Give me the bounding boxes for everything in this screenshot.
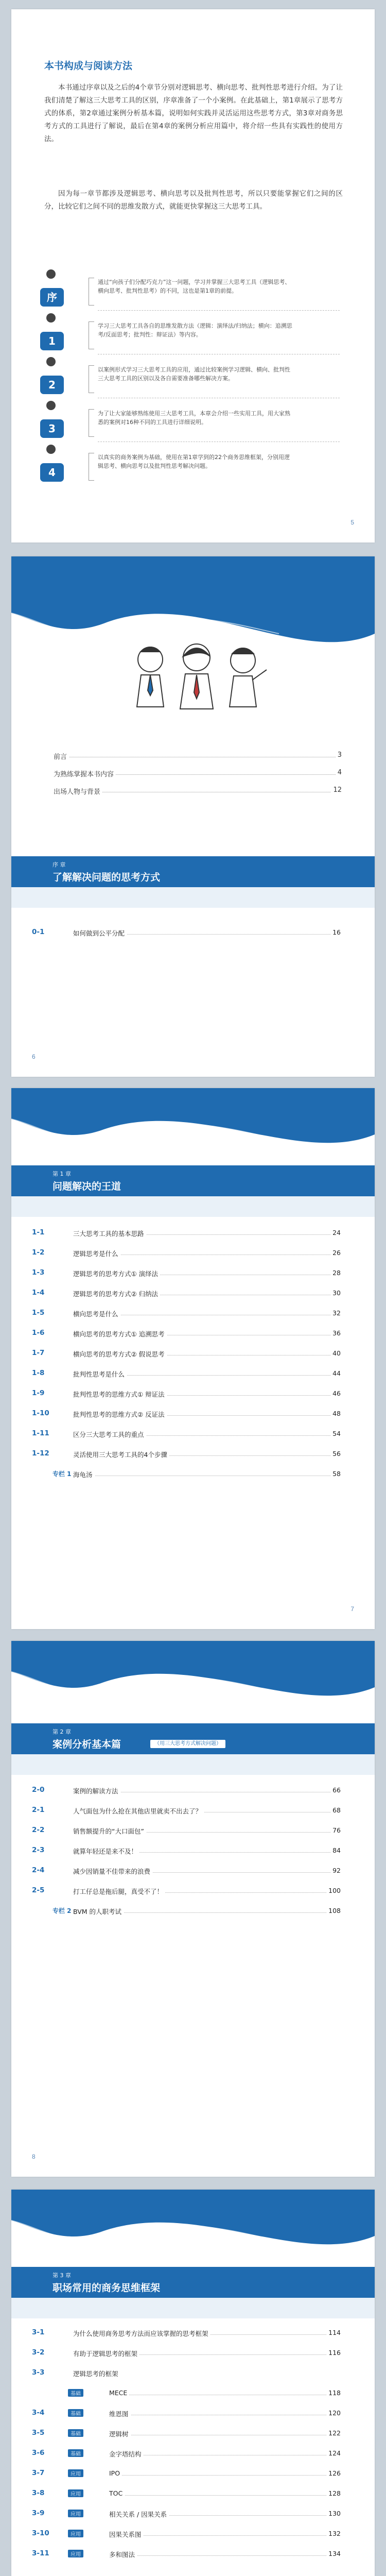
leader-dots	[114, 2535, 341, 2536]
section-title: 横向思考的思考方式② 假说思考	[73, 1349, 167, 1359]
toc-row[interactable]	[32, 1249, 341, 1259]
step-chapter-4	[31, 450, 340, 486]
toc-entry-title: 前言	[54, 751, 69, 761]
section-title: 案例的解读方法	[73, 1786, 120, 1795]
section-number: 1-11	[32, 1429, 49, 1437]
toc-row[interactable]	[32, 2369, 341, 2379]
level-tag: 应用	[68, 2530, 83, 2537]
toc-row[interactable]	[32, 1806, 341, 1817]
section-number: 1-8	[32, 1369, 45, 1377]
section-title: 逻辑思考是什么	[73, 1249, 120, 1258]
section-title: 批判性思考的思维方式① 辩证法	[73, 1389, 167, 1399]
section-number: 3-7	[32, 2469, 45, 2477]
page-number: 5	[350, 519, 354, 526]
section-page: 84	[330, 1846, 341, 1854]
section-title: 金字塔结构	[109, 2449, 144, 2459]
section-page: 56	[330, 1450, 341, 1458]
section-page: 36	[330, 1329, 341, 1337]
section-title: 批判性思考是什么	[73, 1369, 127, 1379]
section-number: 1-4	[32, 1289, 45, 1297]
intro-paragraph-2: 因为每一章节都涉及逻辑思考、横向思考以及批判性思考，所以只要能掌握它们之间的区分，比较它们之间不同的思维发散方式，就能更快掌握这三大思考工具。	[44, 190, 343, 211]
chapter-kicker: 第 1 章	[52, 1171, 71, 1177]
characters-illustration	[119, 639, 274, 714]
section-page: 126	[326, 2469, 341, 2477]
step-text: 通过“向孩子们分配巧克力”这一问题，学习并掌握三大思考工具（逻辑思考、横向思考、批判性思考）的不同，这也是第1章的前提。	[98, 279, 291, 294]
section-number: 2-3	[32, 1846, 45, 1854]
step-badge: 序	[40, 288, 64, 307]
section-page: 130	[326, 2510, 341, 2517]
section-number: 1-5	[32, 1309, 45, 1317]
section-title: 减少因销量不佳带来的浪费	[73, 1867, 152, 1876]
step-chapter-3	[31, 406, 340, 442]
toc-row[interactable]	[32, 2389, 341, 2399]
chapter-banner	[11, 1723, 375, 1754]
toc-row[interactable]	[32, 1349, 341, 1360]
toc-row[interactable]	[32, 1846, 341, 1857]
level-tag: 应用	[68, 2489, 83, 2497]
step-text: 以案例形式学习三大思考工具的应用，通过比较案例学习逻辑、横向、批判性三大思考工具的区别以及各自需要准备哪些解决方案。	[98, 366, 290, 382]
section-page: 28	[330, 1269, 341, 1277]
section-number: 2-1	[32, 1806, 45, 1814]
section-page: 114	[326, 2329, 341, 2336]
section-title: 相关关系 / 因果关系	[109, 2510, 169, 2519]
section-number: 1-9	[32, 1389, 45, 1397]
page-contents	[11, 556, 375, 1077]
section-page: 92	[330, 1867, 341, 1874]
section-number: 0-1	[32, 928, 45, 936]
section-title: IPO	[109, 2469, 122, 2477]
tag-wrap	[68, 2429, 85, 2437]
chapter-title: 案例分析基本篇	[52, 1739, 121, 1750]
section-page: 128	[326, 2489, 341, 2497]
section-title: 逻辑树	[109, 2429, 131, 2438]
chapter-kicker: 第 3 章	[52, 2272, 71, 2279]
step-badge: 4	[40, 463, 64, 482]
toc-row[interactable]	[32, 2469, 341, 2480]
toc-row[interactable]	[32, 1867, 341, 1877]
section-page: 16	[330, 928, 341, 936]
bracket-decoration	[89, 453, 94, 481]
section-title: 人气面包为什么抢在其他店里就卖不出去了？	[73, 1806, 204, 1816]
toc-row[interactable]	[32, 1389, 341, 1400]
section-number: 2-4	[32, 1866, 45, 1874]
toc-entry-preface[interactable]	[54, 751, 342, 761]
section-page: 108	[326, 1907, 341, 1914]
section-number: 3-3	[32, 2368, 45, 2377]
toc-entry-page: 4	[336, 769, 342, 776]
contents-subheading: contents	[28, 651, 80, 659]
section-title: 多和图法	[109, 2550, 137, 2559]
leader-dots	[114, 2495, 341, 2496]
column-number: 专栏 2	[52, 1907, 72, 1914]
section-number: 1-3	[32, 1268, 45, 1277]
toc-entry-characters[interactable]	[54, 786, 342, 796]
section-number: 3-11	[32, 2549, 49, 2557]
tag-wrap	[68, 2449, 85, 2457]
step-chapter-2	[31, 362, 340, 398]
tag-wrap	[68, 2510, 85, 2517]
toc-row[interactable]	[32, 2550, 341, 2560]
contents-heading: 目 录	[28, 640, 65, 651]
section-number: 3-8	[32, 2489, 45, 2497]
toc-row[interactable]	[32, 2329, 341, 2339]
person-head-icon	[46, 269, 56, 279]
section-number: 3-6	[32, 2449, 45, 2457]
section-title: 横向思考的思考方式① 追溯思考	[73, 1329, 167, 1338]
section-number: 1-2	[32, 1248, 45, 1257]
level-tag: 基础	[68, 2409, 83, 2417]
toc-entry-title: 为熟练掌握本书内容	[54, 769, 116, 778]
chapter-hint: （用三大思考方式解决问题）	[150, 1740, 225, 1748]
section-page: 54	[330, 1430, 341, 1437]
level-tag: 基础	[68, 2389, 83, 2397]
section-title: 维恩图	[109, 2409, 131, 2418]
column-number: 专栏 1	[52, 1470, 72, 1478]
level-tag: 应用	[68, 2510, 83, 2517]
divider	[98, 310, 340, 311]
section-title: 打工仔总是拖后腿，真受不了！	[73, 1887, 165, 1896]
toc-row[interactable]	[32, 1229, 341, 1239]
chapter-kicker: 序 章	[52, 861, 66, 868]
person-head-icon	[46, 401, 56, 410]
section-page: 124	[326, 2449, 341, 2457]
toc-entry-page: 12	[331, 786, 342, 794]
person-head-icon	[46, 357, 56, 366]
toc-row[interactable]	[32, 1430, 341, 1440]
step-text: 为了让大家能够熟练使用三大思考工具，本章会介绍一些实用工具，用大家熟悉的案例对16种不同的工具进行详细说明。	[98, 410, 290, 426]
toc-row[interactable]	[32, 928, 341, 939]
section-page: 118	[326, 2389, 341, 2397]
section-number: 1-10	[32, 1409, 49, 1417]
wave-decoration	[11, 1641, 375, 1723]
section-title: 海龟汤	[73, 1470, 95, 1479]
section-number: 3-5	[32, 2429, 45, 2437]
section-title: 逻辑思考的思考方式① 演绎法	[73, 1269, 160, 1278]
section-page: 26	[330, 1249, 341, 1257]
section-title: 灵活使用三大思考工具的4个步骤	[73, 1450, 169, 1459]
intro-paragraph-1: 本书通过序章以及之后的4个章节分别对逻辑思考、横向思考、批判性思考进行介绍。为了让我们清楚了解这三大思考工具的区别，序章准备了一个小案例。在此基础上，第1章展示了思考方式的体系，第2章通过案例分析基本篇，说明如何实践并灵活运用这些思考方式，第3章对商务思考方式的工具进行了解说，最后在第4章的案例分析应用篇中，将介绍一些具有实践性的使用方法。	[44, 83, 343, 143]
page-number: 8	[32, 2153, 36, 2160]
chapter-banner-shadow	[11, 1754, 375, 1775]
section-page: 24	[330, 1229, 341, 1236]
toc-row[interactable]	[32, 2349, 341, 2359]
toc-row-column[interactable]	[32, 1907, 341, 1917]
section-title: 就算年轻还是来不及！	[73, 1846, 139, 1856]
toc-row[interactable]	[32, 1289, 341, 1299]
page-number: 6	[32, 1053, 36, 1060]
page-chapter-1	[11, 1088, 375, 1629]
section-title: 本书构成与阅读方法	[44, 60, 133, 72]
toc-row[interactable]	[32, 1329, 341, 1340]
section-title: 横向思考是什么	[73, 1309, 120, 1318]
toc-row[interactable]	[32, 2429, 341, 2439]
toc-entry-page: 3	[336, 751, 342, 759]
section-page: 46	[330, 1389, 341, 1397]
toc-row[interactable]	[32, 1269, 341, 1279]
level-tag: 基础	[68, 2449, 83, 2457]
section-page: 48	[330, 1410, 341, 1417]
toc-row[interactable]	[32, 2530, 341, 2540]
page-chapter-3	[11, 2190, 375, 2576]
tag-wrap	[68, 2409, 85, 2417]
section-page: 68	[330, 1806, 341, 1814]
tag-wrap	[68, 2389, 90, 2397]
chapter-banner	[11, 1165, 375, 1196]
section-number: 3-9	[32, 2509, 45, 2517]
section-title: 因果关系图	[109, 2530, 144, 2539]
section-number: 2-5	[32, 1886, 45, 1894]
chapter-banner-prologue	[11, 856, 375, 887]
person-head-icon	[46, 445, 56, 454]
section-title: 销售额提升的“大口面包”	[73, 1826, 146, 1836]
section-page: 40	[330, 1349, 341, 1357]
section-page: 122	[326, 2429, 341, 2437]
section-number: 2-0	[32, 1786, 45, 1794]
section-page: 134	[326, 2550, 341, 2557]
section-number: 1-7	[32, 1349, 45, 1357]
bracket-decoration	[89, 321, 94, 349]
section-title: 区分三大思考工具的重点	[73, 1430, 146, 1439]
tag-wrap	[68, 2469, 85, 2477]
chapter-kicker: 第 2 章	[52, 1728, 71, 1735]
section-page: 32	[330, 1309, 341, 1317]
page-chapter-2	[11, 1641, 375, 2177]
step-text: 学习三大思考工具各自的思维发散方法（逻辑：演绎法/归纳法；横向：追溯思考/反面思考；批判性：辩证法）等内容。	[98, 323, 292, 338]
section-title: 批判性思考的思维方式② 反证法	[73, 1410, 167, 1419]
section-page: 44	[330, 1369, 341, 1377]
toc-row[interactable]	[32, 1410, 341, 1420]
toc-row[interactable]	[32, 2409, 341, 2419]
chapter-title: 了解解决问题的思考方式	[52, 872, 161, 883]
section-page: 116	[326, 2349, 341, 2357]
section-page: 100	[326, 1887, 341, 1894]
toc-row[interactable]	[32, 1786, 341, 1797]
section-page: 132	[326, 2530, 341, 2537]
section-page: 30	[330, 1289, 341, 1297]
step-chapter-1	[31, 318, 340, 354]
level-tag: 基础	[68, 2429, 83, 2437]
section-number: 1-12	[32, 1449, 49, 1458]
bracket-decoration	[89, 409, 94, 437]
section-number: 2-2	[32, 1826, 45, 1834]
section-title: MECE	[109, 2389, 129, 2397]
toc-row[interactable]	[32, 1450, 341, 1460]
section-title: TOC	[109, 2489, 125, 2497]
step-badge: 3	[40, 419, 64, 438]
toc-row[interactable]	[32, 2489, 341, 2500]
section-title: 如何做到公平分配	[73, 928, 127, 938]
chapter-banner-shadow	[11, 1196, 375, 1217]
bracket-decoration	[89, 278, 94, 306]
tag-wrap	[68, 2489, 85, 2497]
section-page: 120	[326, 2409, 341, 2417]
step-text: 以真实的商务案例为基础，使用在第1章学到的22个商务思维框架，分别用逻辑思考、横向思考以及批判性思考解决问题。	[98, 454, 290, 469]
chapter-banner	[11, 2267, 375, 2298]
chapter-title: 问题解决的王道	[52, 1181, 121, 1192]
wave-decoration	[11, 1088, 375, 1171]
section-title: 逻辑思考的思考方式② 归纳法	[73, 1289, 160, 1298]
toc-row[interactable]	[32, 2510, 341, 2520]
section-title: 逻辑思考的框架	[73, 2369, 120, 2378]
toc-row[interactable]	[32, 1369, 341, 1380]
toc-row[interactable]	[32, 1887, 341, 1897]
tag-wrap	[68, 2530, 85, 2537]
chapter-banner-shadow	[11, 887, 375, 908]
chapter-banner-shadow	[11, 2298, 375, 2318]
step-badge: 1	[40, 332, 64, 350]
toc-row[interactable]	[32, 1826, 341, 1837]
toc-row-column[interactable]	[32, 1470, 341, 1480]
section-title: 有助于逻辑思考的框架	[73, 2349, 139, 2358]
toc-row[interactable]	[32, 1309, 341, 1319]
section-number: 3-10	[32, 2529, 49, 2537]
level-tag: 应用	[68, 2469, 83, 2477]
section-page: 76	[330, 1826, 341, 1834]
toc-entry-howto[interactable]	[54, 769, 342, 779]
section-number: 3-4	[32, 2409, 45, 2417]
toc-row[interactable]	[32, 2449, 341, 2460]
leader-dots	[114, 2475, 341, 2476]
section-number: 3-1	[32, 2328, 45, 2336]
leader-dots	[114, 2555, 341, 2556]
tag-wrap	[68, 2550, 85, 2557]
section-title: 为什么使用商务思考方法而应该掌握的思考框架	[73, 2329, 210, 2338]
bracket-decoration	[89, 365, 94, 393]
section-title: 三大思考工具的基本思路	[73, 1229, 146, 1238]
section-page: 66	[330, 1786, 341, 1794]
page-intro	[11, 9, 375, 543]
step-badge: 2	[40, 376, 64, 394]
section-number: 1-6	[32, 1329, 45, 1337]
section-page: 58	[330, 1470, 341, 1478]
chapter-title: 职场常用的商务思维框架	[52, 2282, 161, 2294]
wave-decoration	[11, 2190, 375, 2272]
section-number: 3-2	[32, 2348, 45, 2357]
section-title: BVM 的人职考试	[73, 1907, 124, 1916]
toc-entry-title: 出场人物与背景	[54, 786, 102, 796]
step-prologue	[31, 275, 340, 311]
page-number: 7	[350, 1605, 354, 1613]
level-tag: 应用	[68, 2550, 83, 2557]
section-number: 1-1	[32, 1228, 45, 1236]
person-head-icon	[46, 313, 56, 323]
